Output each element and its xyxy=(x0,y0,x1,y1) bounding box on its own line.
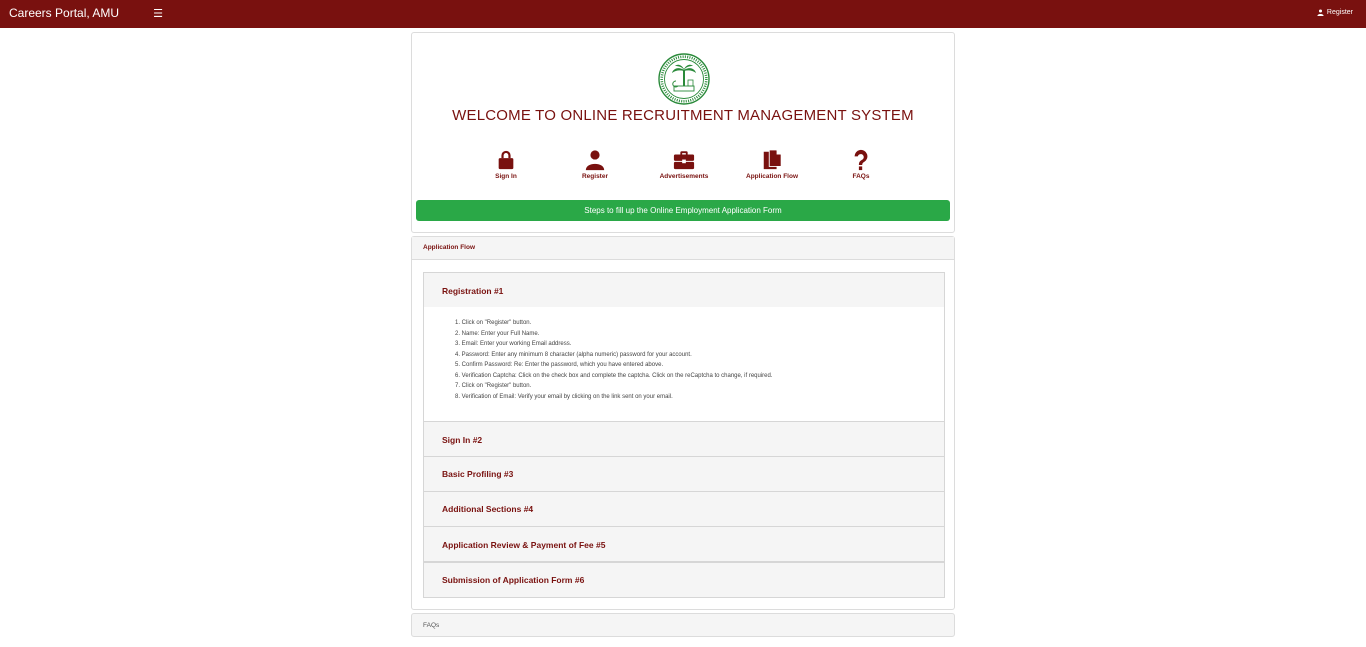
list-item: 2. Name: Enter your Full Name. xyxy=(455,330,540,337)
register-link-label: Register xyxy=(1326,9,1353,16)
accordion-registration-body xyxy=(423,307,945,421)
list-item: 8. Verification of Email: Verify your email by clicking on the link sent on your email. xyxy=(455,393,673,400)
menu-sign-in-label: Sign In xyxy=(495,173,517,180)
accordion-basic-profiling[interactable] xyxy=(423,456,945,492)
user-icon xyxy=(584,149,606,171)
user-icon xyxy=(1317,9,1324,16)
hamburger-icon[interactable]: ☰ xyxy=(153,8,163,20)
brand-title[interactable]: Careers Portal, AMU xyxy=(9,6,120,20)
register-link[interactable] xyxy=(1317,9,1353,16)
menu-application-flow-label: Application Flow xyxy=(746,173,798,180)
copy-icon xyxy=(761,149,783,171)
registration-steps-list xyxy=(455,318,773,402)
accordion-additional-sections-title: Additional Sections #4 xyxy=(442,504,534,514)
menu-faqs[interactable] xyxy=(821,149,901,180)
accordion-sign-in-title: Sign In #2 xyxy=(442,435,483,445)
steps-button[interactable]: Steps to fill up the Online Employment Application Form xyxy=(416,200,950,221)
application-flow-panel xyxy=(411,236,955,610)
accordion-review-payment[interactable] xyxy=(423,526,945,562)
menu-faqs-label: FAQs xyxy=(852,173,870,180)
accordion-submission-title: Submission of Application Form #6 xyxy=(442,575,585,585)
menu-sign-in[interactable] xyxy=(466,149,546,180)
application-flow-header xyxy=(412,237,954,260)
faqs-panel[interactable] xyxy=(411,613,955,637)
menu-advertisements[interactable] xyxy=(644,149,724,180)
accordion-basic-profiling-title: Basic Profiling #3 xyxy=(442,469,514,479)
accordion-submission[interactable] xyxy=(423,562,945,598)
menu-register-label: Register xyxy=(581,173,608,180)
menu-register[interactable] xyxy=(555,149,635,180)
list-item: 5. Confirm Password: Re: Enter the password, which you have entered above. xyxy=(455,362,664,368)
list-item: 7. Click on "Register" button. xyxy=(455,383,532,389)
page-title: WELCOME TO ONLINE RECRUITMENT MANAGEMENT SYSTEM xyxy=(452,107,914,124)
menu-advertisements-label: Advertisements xyxy=(659,173,709,180)
top-navbar xyxy=(0,0,1366,28)
accordion-registration-title: Registration #1 xyxy=(442,286,504,296)
accordion-sign-in[interactable] xyxy=(423,421,945,457)
accordion-registration[interactable] xyxy=(423,272,945,308)
list-item: 3. Email: Enter your working Email address. xyxy=(455,341,572,347)
accordion-additional-sections[interactable] xyxy=(423,491,945,527)
list-item: 6. Verification Captcha: Click on the check box and complete the captcha. Click on the reCaptcha to change, if required. xyxy=(455,372,773,379)
question-icon xyxy=(850,149,872,171)
menu-application-flow[interactable] xyxy=(732,149,812,180)
faqs-panel-title: FAQs xyxy=(423,622,440,629)
briefcase-icon xyxy=(673,149,695,171)
application-flow-title: Application Flow xyxy=(423,244,475,251)
university-seal-logo xyxy=(658,53,710,105)
lock-icon xyxy=(495,149,517,171)
list-item: 4. Password: Enter any minimum 8 character (alpha numeric) password for your account. xyxy=(455,351,692,358)
welcome-card xyxy=(411,32,955,233)
list-item: 1. Click on "Register" button. xyxy=(455,320,532,326)
accordion-review-payment-title: Application Review & Payment of Fee #5 xyxy=(442,540,606,550)
